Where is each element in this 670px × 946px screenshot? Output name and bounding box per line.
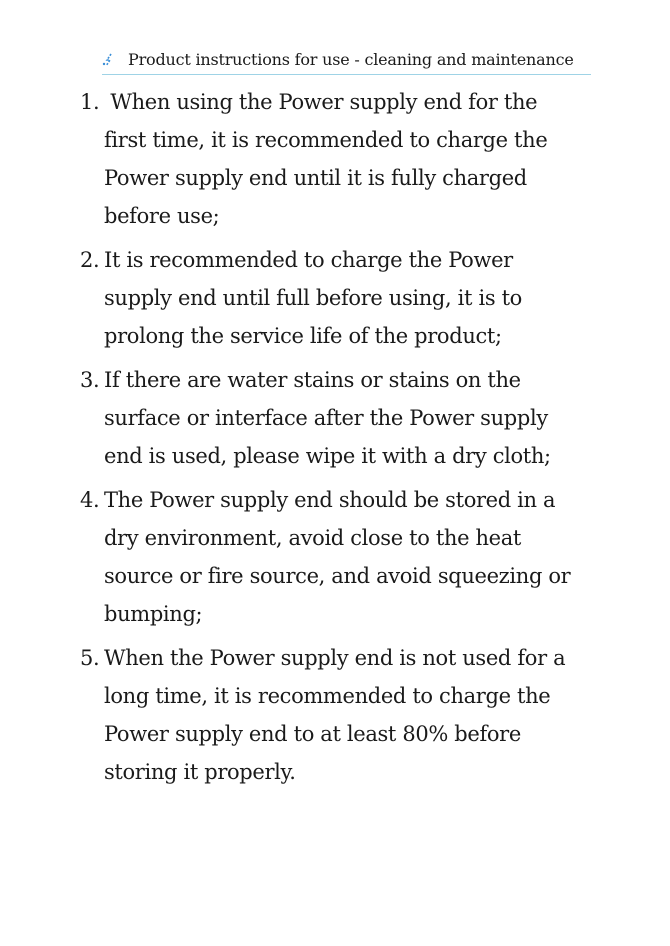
list-item xyxy=(80,83,585,235)
item-text: When the Power supply end is not used for a long time, it is recommended to charge the Power supply end to at least 80% before storing it properly. xyxy=(104,646,566,784)
item-number: 3. xyxy=(80,368,100,392)
list-item xyxy=(80,361,585,475)
item-text: It is recommended to charge the Power supply end until full before using, it is to prolong the service life of the product; xyxy=(104,248,522,348)
item-number: 1. xyxy=(80,90,100,114)
instructions-list xyxy=(80,83,585,797)
lightning-icon xyxy=(102,52,116,66)
page-header xyxy=(102,49,591,75)
list-item xyxy=(80,241,585,355)
item-text: If there are water stains or stains on the surface or interface after the Power supply end is used, please wipe it with a dry cloth; xyxy=(104,368,551,468)
header-title: Product instructions for use - cleaning and maintenance xyxy=(128,50,574,69)
list-item xyxy=(80,639,585,791)
item-text: The Power supply end should be stored in a dry environment, avoid close to the heat source or fire source, and avoid squeezing or bumping; xyxy=(104,488,571,626)
item-number: 5. xyxy=(80,646,100,670)
list-item xyxy=(80,481,585,633)
item-number: 2. xyxy=(80,248,100,272)
item-text: When using the Power supply end for the first time, it is recommended to charge the Power supply end until it is fully charged before use; xyxy=(104,90,554,228)
item-number: 4. xyxy=(80,488,100,512)
